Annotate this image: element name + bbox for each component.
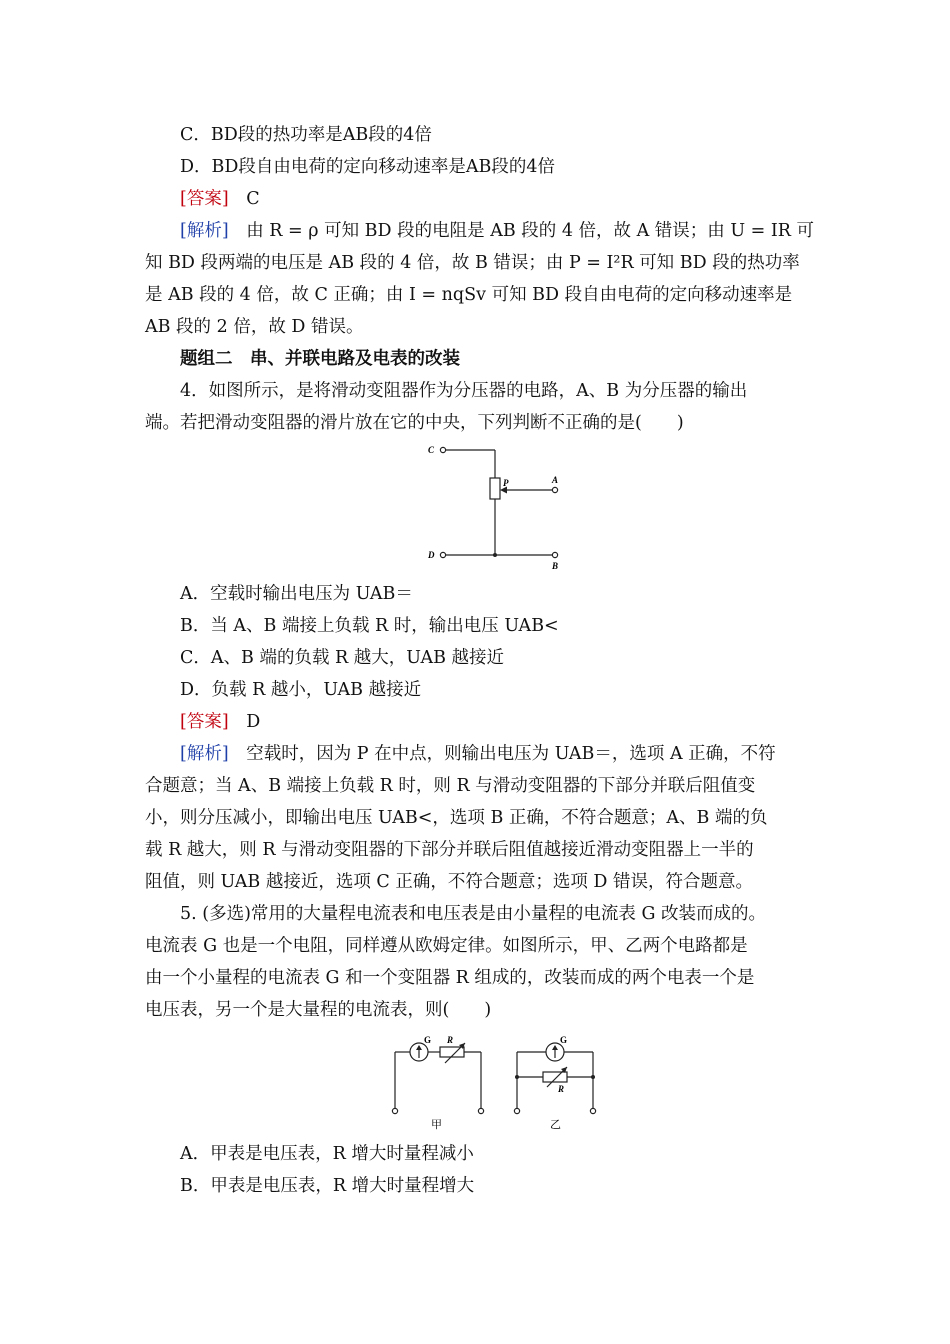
section-title: 题组二 串、并联电路及电表的改装 — [180, 349, 460, 369]
q5-stem-line-4: 电压表，另一个是大量程的电流表，则( ) — [145, 1000, 492, 1020]
q5-stem-line-1: 5. (多选)常用的大量程电流表和电压表是由小量程的电流表 G 改装而成的。 — [180, 904, 767, 924]
analysis-label: [解析] — [180, 221, 229, 241]
answer-label: [答案] — [180, 189, 229, 209]
q3-analysis-line-3: 是 AB 段的 4 倍，故 C 正确；由 I = nqSv 可知 BD 段自由电荷的定向移动速率是 — [145, 285, 793, 305]
q4-analysis-line-5: 阻值，则 UAB 越接近，选项 C 正确，不符合题意；选项 D 错误，符合题意。 — [145, 872, 754, 892]
caption-yi: 乙 — [550, 1119, 561, 1131]
label-c: C — [428, 445, 435, 455]
q5-option-a: A．甲表是电压表，R 增大时量程减小 — [180, 1144, 474, 1164]
q3-analysis-line-1: [解析] 由 R = ρ 可知 BD 段的电阻是 AB 段的 4 倍，故 A 错误；由 U = IR 可 — [180, 221, 815, 241]
q3-answer — [180, 183, 845, 215]
q4-analysis-line-4: 载 R 越大，则 R 与滑动变阻器的下部分并联后阻值越接近滑动变阻器上一半的 — [145, 840, 754, 860]
label-b: B — [552, 561, 559, 571]
q3-option-d: D．BD段自由电荷的定向移动速率是AB段的4倍 — [180, 157, 556, 177]
q4-analysis-line-3: 小，则分压减小，即输出电压 UAB<，选项 B 正确，不符合题意；A、B 端的负 — [145, 808, 768, 828]
q4-answer — [180, 706, 845, 738]
q5-option-b: B．甲表是电压表，R 增大时量程增大 — [180, 1176, 475, 1196]
q4-stem-line-2: 端。若把滑动变阻器的滑片放在它的中央，下列判断不正确的是( ) — [145, 413, 684, 433]
q5-stem-line-3: 由一个小量程的电流表 G 和一个变阻器 R 组成的，改装而成的两个电表一个是 — [145, 968, 755, 988]
q3-analysis-line-4: AB 段的 2 倍，故 D 错误。 — [145, 317, 364, 337]
analysis-label: [解析] — [180, 744, 229, 764]
q4-analysis-line-2: 合题意；当 A、B 端接上负载 R 时，则 R 与滑动变阻器的下部分并联后阻值变 — [145, 776, 756, 796]
q4-stem-line-1: 4．如图所示，是将滑动变阻器作为分压器的电路，A、B 为分压器的输出 — [180, 381, 748, 401]
answer-label: [答案] — [180, 712, 229, 732]
yi-label-r: R — [558, 1084, 565, 1094]
label-d: D — [428, 550, 435, 560]
answer-value: D — [246, 712, 261, 732]
answer-value: C — [246, 189, 260, 209]
label-p: P — [503, 478, 509, 488]
q5-stem-line-2: 电流表 G 也是一个电阻，同样遵从欧姆定律。如图所示，甲、乙两个电路都是 — [145, 936, 748, 956]
q4-option-a: A．空载时输出电压为 UAB＝ — [180, 584, 413, 604]
q3-analysis-line-2: 知 BD 段两端的电压是 AB 段的 4 倍，故 B 错误；由 P = I²R 可知 BD 段的热功率 — [145, 253, 800, 273]
q4-option-d: D．负载 R 越小，UAB 越接近 — [180, 680, 422, 700]
q4-divider-circuit — [425, 440, 570, 575]
q4-analysis-line-1: [解析] 空载时，因为 P 在中点，则输出电压为 UAB＝，选项 A 正确，不符 — [180, 744, 776, 764]
q5-meter-circuits — [385, 1030, 610, 1135]
caption-jia: 甲 — [431, 1119, 442, 1131]
jia-label-g: G — [424, 1035, 432, 1045]
q4-option-b: B．当 A、B 端接上负载 R 时，输出电压 UAB< — [180, 616, 559, 636]
yi-label-g: G — [560, 1035, 568, 1045]
q4-option-c: C．A、B 端的负载 R 越大，UAB 越接近 — [180, 648, 505, 668]
jia-label-r: R — [447, 1035, 454, 1045]
q3-option-c: C．BD段的热功率是AB段的4倍 — [180, 125, 432, 145]
label-a: A — [552, 475, 559, 485]
